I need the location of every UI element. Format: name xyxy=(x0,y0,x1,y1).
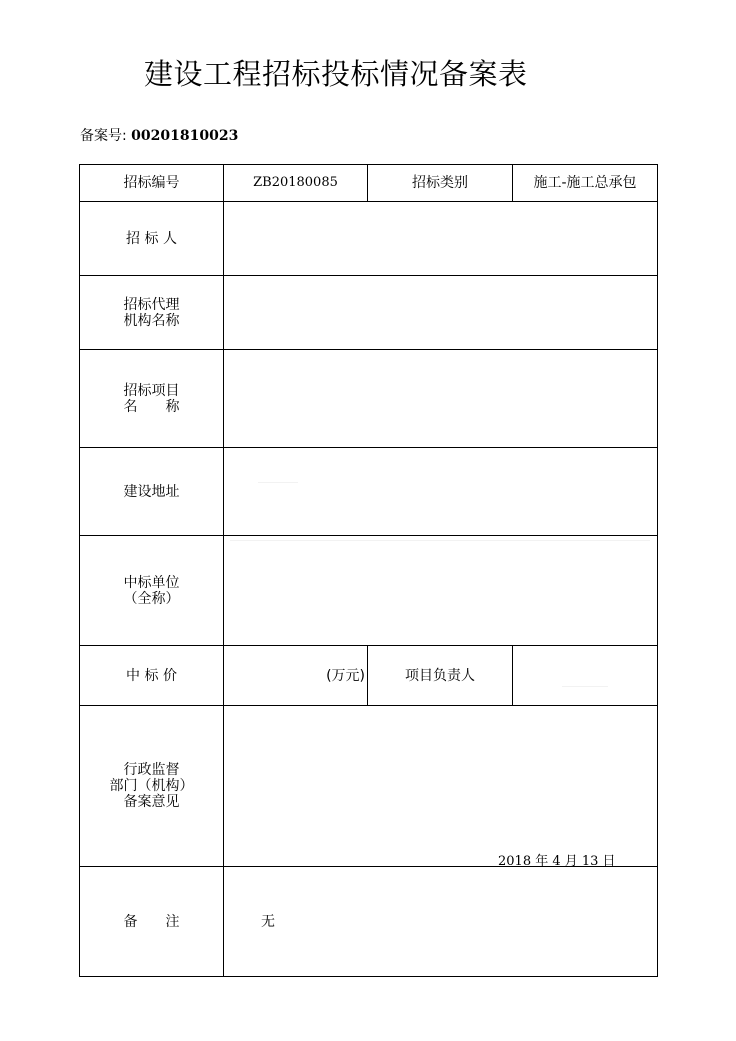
address-label: 建设地址 xyxy=(123,483,180,500)
project-name-value xyxy=(224,350,657,447)
tenderer-value xyxy=(224,202,657,275)
manager-label: 项目负责人 xyxy=(405,667,475,684)
price-unit: (万元) xyxy=(326,667,365,684)
table-border-right xyxy=(657,164,658,977)
remark-value: 无 xyxy=(261,913,275,930)
address-value xyxy=(224,448,657,535)
record-number-label: 备案号: xyxy=(80,128,127,144)
bid-number-label: 招标编号 xyxy=(123,175,180,191)
page-title: 建设工程招标投标情况备案表 xyxy=(144,57,528,91)
tenderer-label: 招 标 人 xyxy=(126,230,177,247)
price-label: 中 标 价 xyxy=(126,667,177,684)
winner-label: 中标单位 （全称） xyxy=(123,574,180,607)
supervision-date: 2018 年 4 月 13 日 xyxy=(498,854,616,869)
manager-value xyxy=(513,646,657,705)
agency-label: 招标代理 机构名称 xyxy=(123,296,180,329)
bid-type-value: 施工-施工总承包 xyxy=(533,175,637,191)
remark-label: 备 注 xyxy=(123,913,180,930)
bid-type-label: 招标类别 xyxy=(412,175,468,191)
supervision-label: 行政监督 部门（机构） 备案意见 xyxy=(109,762,194,810)
record-number-value: 00201810023 xyxy=(131,128,239,144)
table-border-bottom xyxy=(79,976,658,977)
winner-value xyxy=(224,536,657,645)
agency-value xyxy=(224,276,657,349)
bid-number-value: ZB20180085 xyxy=(253,175,338,190)
project-name-label: 招标项目 名 称 xyxy=(123,382,180,415)
